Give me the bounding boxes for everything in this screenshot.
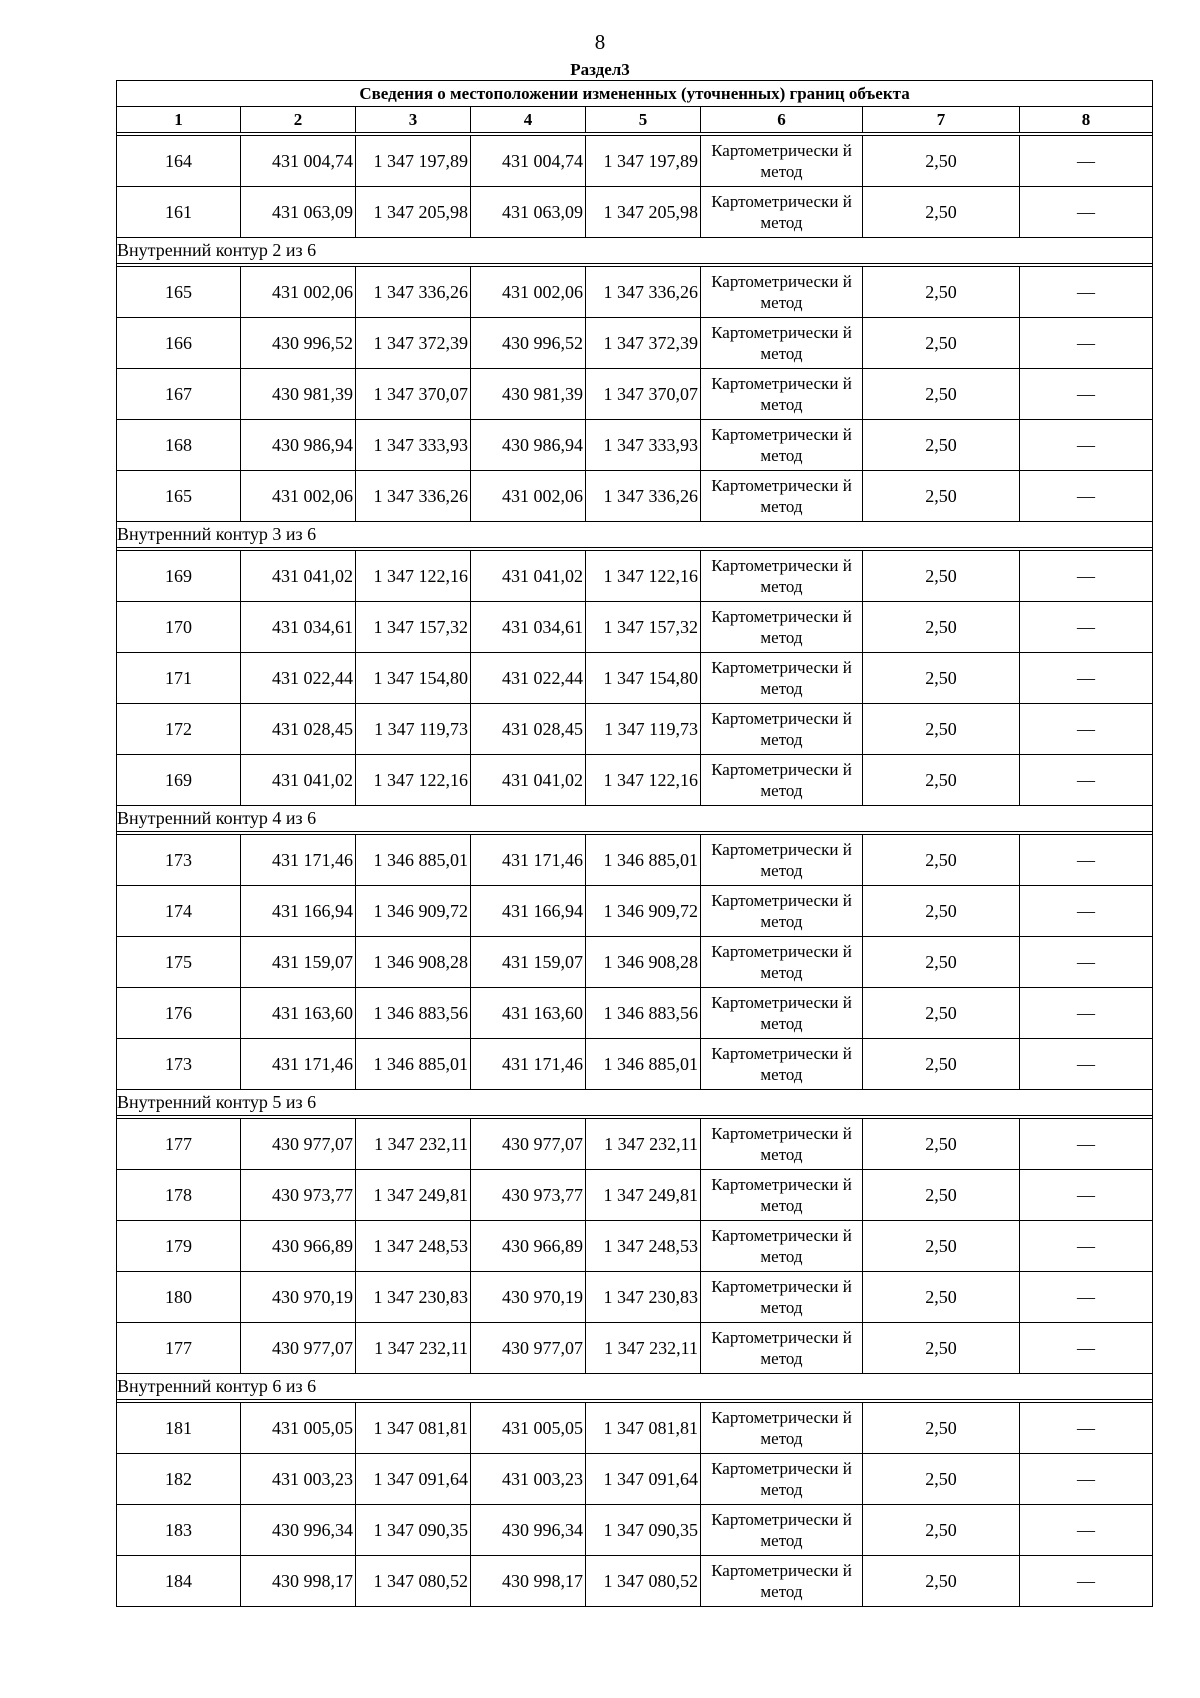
table-row xyxy=(117,1221,1153,1272)
x-new-cell: 431 171,46 xyxy=(471,1039,586,1090)
point-number-cell: 171 xyxy=(117,653,241,704)
point-number-cell: 182 xyxy=(117,1454,241,1505)
point-number-cell: 175 xyxy=(117,937,241,988)
accuracy-cell: 2,50 xyxy=(863,1454,1020,1505)
accuracy-cell: 2,50 xyxy=(863,187,1020,238)
contour-label-row xyxy=(117,522,1153,548)
description-cell: — xyxy=(1020,1556,1153,1607)
description-cell: — xyxy=(1020,988,1153,1039)
method-cell: Картометрически й метод xyxy=(701,1323,863,1374)
point-number-cell: 177 xyxy=(117,1323,241,1374)
method-cell: Картометрически й метод xyxy=(701,886,863,937)
y-cell: 1 347 091,64 xyxy=(356,1454,471,1505)
y-new-cell: 1 347 205,98 xyxy=(586,187,701,238)
description-cell: — xyxy=(1020,471,1153,522)
description-cell: — xyxy=(1020,369,1153,420)
x-cell: 431 003,23 xyxy=(241,1454,356,1505)
column-header: 2 xyxy=(241,107,356,133)
x-cell: 431 034,61 xyxy=(241,602,356,653)
description-cell: — xyxy=(1020,1039,1153,1090)
y-cell: 1 347 081,81 xyxy=(356,1403,471,1454)
x-new-cell: 430 973,77 xyxy=(471,1170,586,1221)
y-new-cell: 1 346 885,01 xyxy=(586,1039,701,1090)
x-new-cell: 431 171,46 xyxy=(471,835,586,886)
method-cell: Картометрически й метод xyxy=(701,551,863,602)
method-cell: Картометрически й метод xyxy=(701,369,863,420)
table-row xyxy=(117,704,1153,755)
accuracy-cell: 2,50 xyxy=(863,937,1020,988)
method-cell: Картометрически й метод xyxy=(701,835,863,886)
x-cell: 430 998,17 xyxy=(241,1556,356,1607)
description-cell: — xyxy=(1020,1454,1153,1505)
accuracy-cell: 2,50 xyxy=(863,551,1020,602)
y-cell: 1 347 336,26 xyxy=(356,267,471,318)
method-cell: Картометрически й метод xyxy=(701,988,863,1039)
table-row xyxy=(117,1119,1153,1170)
x-new-cell: 431 002,06 xyxy=(471,267,586,318)
y-new-cell: 1 347 248,53 xyxy=(586,1221,701,1272)
x-cell: 431 002,06 xyxy=(241,267,356,318)
x-new-cell: 431 004,74 xyxy=(471,136,586,187)
table-row xyxy=(117,1272,1153,1323)
y-cell: 1 347 336,26 xyxy=(356,471,471,522)
description-cell: — xyxy=(1020,1323,1153,1374)
y-cell: 1 346 883,56 xyxy=(356,988,471,1039)
x-new-cell: 431 034,61 xyxy=(471,602,586,653)
x-cell: 431 005,05 xyxy=(241,1403,356,1454)
point-number-cell: 169 xyxy=(117,755,241,806)
description-cell: — xyxy=(1020,835,1153,886)
description-cell: — xyxy=(1020,1170,1153,1221)
table-row xyxy=(117,1505,1153,1556)
x-new-cell: 430 966,89 xyxy=(471,1221,586,1272)
y-cell: 1 347 333,93 xyxy=(356,420,471,471)
x-new-cell: 431 022,44 xyxy=(471,653,586,704)
description-cell: — xyxy=(1020,1505,1153,1556)
method-cell: Картометрически й метод xyxy=(701,420,863,471)
column-header: 1 xyxy=(117,107,241,133)
description-cell: — xyxy=(1020,602,1153,653)
x-cell: 430 986,94 xyxy=(241,420,356,471)
x-cell: 431 159,07 xyxy=(241,937,356,988)
description-cell: — xyxy=(1020,1272,1153,1323)
contour-label: Внутренний контур 6 из 6 xyxy=(117,1374,1153,1400)
point-number-cell: 169 xyxy=(117,551,241,602)
method-cell: Картометрически й метод xyxy=(701,471,863,522)
y-new-cell: 1 347 122,16 xyxy=(586,755,701,806)
point-number-cell: 172 xyxy=(117,704,241,755)
table-row xyxy=(117,937,1153,988)
point-number-cell: 173 xyxy=(117,1039,241,1090)
point-number-cell: 176 xyxy=(117,988,241,1039)
x-cell: 431 041,02 xyxy=(241,551,356,602)
accuracy-cell: 2,50 xyxy=(863,886,1020,937)
y-cell: 1 347 232,11 xyxy=(356,1119,471,1170)
point-number-cell: 165 xyxy=(117,267,241,318)
x-cell: 431 041,02 xyxy=(241,755,356,806)
method-cell: Картометрически й метод xyxy=(701,1403,863,1454)
point-number-cell: 168 xyxy=(117,420,241,471)
y-new-cell: 1 347 372,39 xyxy=(586,318,701,369)
column-header-row xyxy=(117,107,1153,133)
x-cell: 430 996,52 xyxy=(241,318,356,369)
method-cell: Картометрически й метод xyxy=(701,1505,863,1556)
method-cell: Картометрически й метод xyxy=(701,1170,863,1221)
point-number-cell: 178 xyxy=(117,1170,241,1221)
accuracy-cell: 2,50 xyxy=(863,1221,1020,1272)
y-cell: 1 347 372,39 xyxy=(356,318,471,369)
table-row xyxy=(117,369,1153,420)
point-number-cell: 183 xyxy=(117,1505,241,1556)
y-new-cell: 1 347 154,80 xyxy=(586,653,701,704)
y-new-cell: 1 346 908,28 xyxy=(586,937,701,988)
point-number-cell: 161 xyxy=(117,187,241,238)
y-cell: 1 347 197,89 xyxy=(356,136,471,187)
point-number-cell: 170 xyxy=(117,602,241,653)
table-row xyxy=(117,1323,1153,1374)
x-new-cell: 431 166,94 xyxy=(471,886,586,937)
point-number-cell: 173 xyxy=(117,835,241,886)
x-cell: 431 022,44 xyxy=(241,653,356,704)
x-new-cell: 430 977,07 xyxy=(471,1323,586,1374)
x-cell: 431 002,06 xyxy=(241,471,356,522)
x-cell: 430 970,19 xyxy=(241,1272,356,1323)
description-cell: — xyxy=(1020,551,1153,602)
y-cell: 1 347 232,11 xyxy=(356,1323,471,1374)
table-row xyxy=(117,420,1153,471)
y-cell: 1 347 157,32 xyxy=(356,602,471,653)
accuracy-cell: 2,50 xyxy=(863,471,1020,522)
y-cell: 1 347 154,80 xyxy=(356,653,471,704)
contour-label: Внутренний контур 5 из 6 xyxy=(117,1090,1153,1116)
column-header: 4 xyxy=(471,107,586,133)
description-cell: — xyxy=(1020,1403,1153,1454)
table-row xyxy=(117,988,1153,1039)
accuracy-cell: 2,50 xyxy=(863,136,1020,187)
point-number-cell: 166 xyxy=(117,318,241,369)
contour-label-row xyxy=(117,1374,1153,1400)
y-new-cell: 1 347 080,52 xyxy=(586,1556,701,1607)
description-cell: — xyxy=(1020,136,1153,187)
point-number-cell: 180 xyxy=(117,1272,241,1323)
y-cell: 1 346 885,01 xyxy=(356,1039,471,1090)
table-row xyxy=(117,755,1153,806)
y-new-cell: 1 347 333,93 xyxy=(586,420,701,471)
table-row xyxy=(117,653,1153,704)
x-new-cell: 430 996,34 xyxy=(471,1505,586,1556)
x-new-cell: 431 028,45 xyxy=(471,704,586,755)
accuracy-cell: 2,50 xyxy=(863,653,1020,704)
x-new-cell: 430 996,52 xyxy=(471,318,586,369)
description-cell: — xyxy=(1020,704,1153,755)
y-cell: 1 347 370,07 xyxy=(356,369,471,420)
x-cell: 430 966,89 xyxy=(241,1221,356,1272)
contour-label: Внутренний контур 4 из 6 xyxy=(117,806,1153,832)
y-new-cell: 1 346 883,56 xyxy=(586,988,701,1039)
x-cell: 430 981,39 xyxy=(241,369,356,420)
x-cell: 431 171,46 xyxy=(241,835,356,886)
x-cell: 431 063,09 xyxy=(241,187,356,238)
point-number-cell: 184 xyxy=(117,1556,241,1607)
table-row xyxy=(117,602,1153,653)
y-cell: 1 347 122,16 xyxy=(356,755,471,806)
x-cell: 430 977,07 xyxy=(241,1119,356,1170)
y-new-cell: 1 347 090,35 xyxy=(586,1505,701,1556)
y-new-cell: 1 347 119,73 xyxy=(586,704,701,755)
x-new-cell: 431 063,09 xyxy=(471,187,586,238)
x-cell: 431 163,60 xyxy=(241,988,356,1039)
y-new-cell: 1 347 336,26 xyxy=(586,267,701,318)
point-number-cell: 174 xyxy=(117,886,241,937)
table-row xyxy=(117,551,1153,602)
accuracy-cell: 2,50 xyxy=(863,1505,1020,1556)
table-row xyxy=(117,136,1153,187)
description-cell: — xyxy=(1020,267,1153,318)
y-new-cell: 1 347 232,11 xyxy=(586,1323,701,1374)
point-number-cell: 167 xyxy=(117,369,241,420)
method-cell: Картометрически й метод xyxy=(701,267,863,318)
x-new-cell: 431 003,23 xyxy=(471,1454,586,1505)
description-cell: — xyxy=(1020,420,1153,471)
method-cell: Картометрически й метод xyxy=(701,1272,863,1323)
y-cell: 1 346 885,01 xyxy=(356,835,471,886)
accuracy-cell: 2,50 xyxy=(863,1119,1020,1170)
y-cell: 1 347 122,16 xyxy=(356,551,471,602)
method-cell: Картометрически й метод xyxy=(701,187,863,238)
y-cell: 1 347 205,98 xyxy=(356,187,471,238)
y-new-cell: 1 347 091,64 xyxy=(586,1454,701,1505)
table-row xyxy=(117,471,1153,522)
method-cell: Картометрически й метод xyxy=(701,318,863,369)
y-new-cell: 1 347 197,89 xyxy=(586,136,701,187)
table-row xyxy=(117,1556,1153,1607)
table-row xyxy=(117,1039,1153,1090)
column-header: 6 xyxy=(701,107,863,133)
table-row xyxy=(117,886,1153,937)
point-number-cell: 179 xyxy=(117,1221,241,1272)
x-new-cell: 431 041,02 xyxy=(471,755,586,806)
y-new-cell: 1 347 370,07 xyxy=(586,369,701,420)
point-number-cell: 181 xyxy=(117,1403,241,1454)
column-header: 8 xyxy=(1020,107,1153,133)
x-cell: 431 171,46 xyxy=(241,1039,356,1090)
table-row xyxy=(117,835,1153,886)
description-cell: — xyxy=(1020,937,1153,988)
table-row xyxy=(117,318,1153,369)
table-caption: Сведения о местоположении измененных (уточненных) границ объекта xyxy=(117,81,1153,107)
x-cell: 430 996,34 xyxy=(241,1505,356,1556)
y-new-cell: 1 346 909,72 xyxy=(586,886,701,937)
contour-label-row xyxy=(117,806,1153,832)
contour-label-row xyxy=(117,1090,1153,1116)
description-cell: — xyxy=(1020,886,1153,937)
x-cell: 430 973,77 xyxy=(241,1170,356,1221)
point-number-cell: 164 xyxy=(117,136,241,187)
accuracy-cell: 2,50 xyxy=(863,755,1020,806)
y-new-cell: 1 347 157,32 xyxy=(586,602,701,653)
method-cell: Картометрически й метод xyxy=(701,1454,863,1505)
description-cell: — xyxy=(1020,187,1153,238)
method-cell: Картометрически й метод xyxy=(701,653,863,704)
accuracy-cell: 2,50 xyxy=(863,704,1020,755)
method-cell: Картометрически й метод xyxy=(701,1556,863,1607)
contour-label-row xyxy=(117,238,1153,264)
description-cell: — xyxy=(1020,318,1153,369)
accuracy-cell: 2,50 xyxy=(863,835,1020,886)
accuracy-cell: 2,50 xyxy=(863,602,1020,653)
x-new-cell: 430 998,17 xyxy=(471,1556,586,1607)
accuracy-cell: 2,50 xyxy=(863,1323,1020,1374)
x-cell: 431 004,74 xyxy=(241,136,356,187)
table-body xyxy=(117,133,1153,1607)
description-cell: — xyxy=(1020,1221,1153,1272)
x-new-cell: 431 163,60 xyxy=(471,988,586,1039)
x-new-cell: 430 970,19 xyxy=(471,1272,586,1323)
y-cell: 1 347 119,73 xyxy=(356,704,471,755)
x-cell: 431 028,45 xyxy=(241,704,356,755)
method-cell: Картометрически й метод xyxy=(701,1039,863,1090)
x-new-cell: 430 981,39 xyxy=(471,369,586,420)
x-new-cell: 430 986,94 xyxy=(471,420,586,471)
contour-label: Внутренний контур 2 из 6 xyxy=(117,238,1153,264)
column-header: 3 xyxy=(356,107,471,133)
accuracy-cell: 2,50 xyxy=(863,318,1020,369)
accuracy-cell: 2,50 xyxy=(863,1556,1020,1607)
y-cell: 1 347 080,52 xyxy=(356,1556,471,1607)
table-row xyxy=(117,1403,1153,1454)
method-cell: Картометрически й метод xyxy=(701,1119,863,1170)
accuracy-cell: 2,50 xyxy=(863,420,1020,471)
x-cell: 430 977,07 xyxy=(241,1323,356,1374)
method-cell: Картометрически й метод xyxy=(701,136,863,187)
description-cell: — xyxy=(1020,1119,1153,1170)
x-new-cell: 431 005,05 xyxy=(471,1403,586,1454)
section-title: Раздел3 xyxy=(570,60,630,79)
x-cell: 431 166,94 xyxy=(241,886,356,937)
table-row xyxy=(117,187,1153,238)
x-new-cell: 431 041,02 xyxy=(471,551,586,602)
y-new-cell: 1 347 122,16 xyxy=(586,551,701,602)
y-new-cell: 1 347 336,26 xyxy=(586,471,701,522)
point-number-cell: 177 xyxy=(117,1119,241,1170)
method-cell: Картометрически й метод xyxy=(701,755,863,806)
table-row xyxy=(117,1170,1153,1221)
method-cell: Картометрически й метод xyxy=(701,704,863,755)
column-header: 7 xyxy=(863,107,1020,133)
accuracy-cell: 2,50 xyxy=(863,267,1020,318)
y-new-cell: 1 347 232,11 xyxy=(586,1119,701,1170)
accuracy-cell: 2,50 xyxy=(863,1272,1020,1323)
y-new-cell: 1 347 230,83 xyxy=(586,1272,701,1323)
x-new-cell: 431 159,07 xyxy=(471,937,586,988)
accuracy-cell: 2,50 xyxy=(863,1403,1020,1454)
y-cell: 1 347 090,35 xyxy=(356,1505,471,1556)
y-cell: 1 346 909,72 xyxy=(356,886,471,937)
y-cell: 1 346 908,28 xyxy=(356,937,471,988)
x-new-cell: 430 977,07 xyxy=(471,1119,586,1170)
y-new-cell: 1 347 081,81 xyxy=(586,1403,701,1454)
accuracy-cell: 2,50 xyxy=(863,369,1020,420)
y-new-cell: 1 346 885,01 xyxy=(586,835,701,886)
accuracy-cell: 2,50 xyxy=(863,1170,1020,1221)
column-header: 5 xyxy=(586,107,701,133)
page-number: 8 xyxy=(594,30,606,54)
accuracy-cell: 2,50 xyxy=(863,1039,1020,1090)
x-new-cell: 431 002,06 xyxy=(471,471,586,522)
y-new-cell: 1 347 249,81 xyxy=(586,1170,701,1221)
y-cell: 1 347 230,83 xyxy=(356,1272,471,1323)
table-row xyxy=(117,1454,1153,1505)
method-cell: Картометрически й метод xyxy=(701,1221,863,1272)
method-cell: Картометрически й метод xyxy=(701,602,863,653)
y-cell: 1 347 248,53 xyxy=(356,1221,471,1272)
description-cell: — xyxy=(1020,653,1153,704)
description-cell: — xyxy=(1020,755,1153,806)
contour-label: Внутренний контур 3 из 6 xyxy=(117,522,1153,548)
table-row xyxy=(117,267,1153,318)
method-cell: Картометрически й метод xyxy=(701,937,863,988)
coordinates-table xyxy=(116,80,1153,1607)
accuracy-cell: 2,50 xyxy=(863,988,1020,1039)
point-number-cell: 165 xyxy=(117,471,241,522)
y-cell: 1 347 249,81 xyxy=(356,1170,471,1221)
